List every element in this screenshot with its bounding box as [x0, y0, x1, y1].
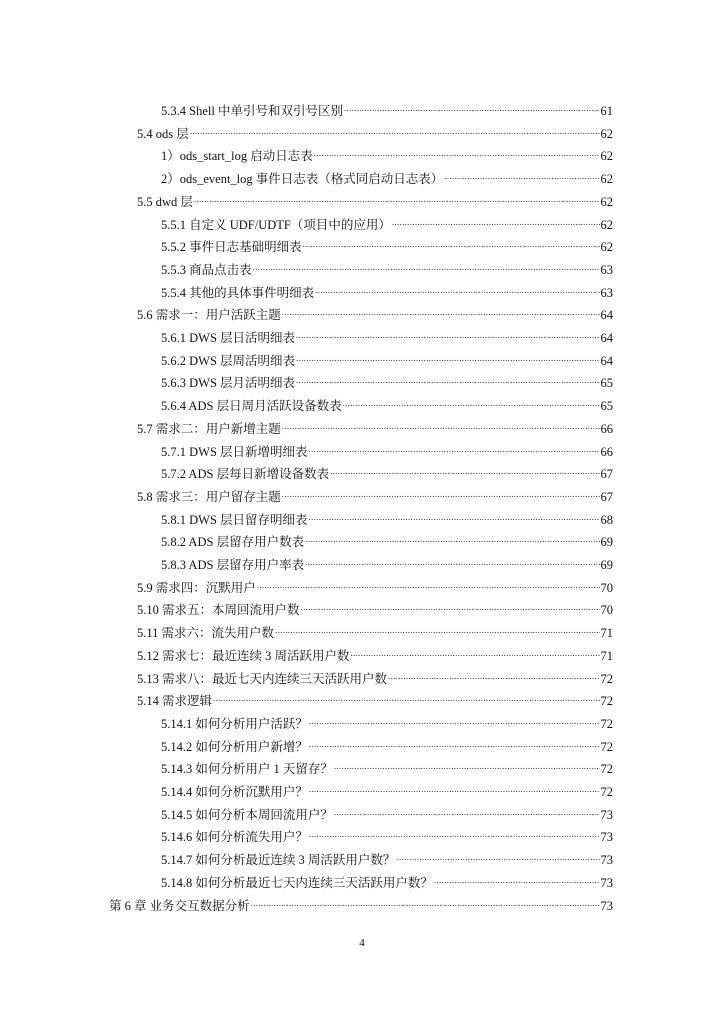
toc-entry-title: 5.14.3 如何分析用户 1 天留存？	[161, 762, 333, 777]
toc-entry[interactable]	[161, 95, 613, 118]
toc-entry[interactable]	[161, 799, 613, 822]
toc-entry-title: 5.14.4 如何分析沉默用户？	[161, 785, 308, 799]
toc-entry[interactable]	[161, 231, 613, 255]
toc-dot-leader	[309, 776, 600, 796]
toc-entry-page: 62	[600, 194, 613, 209]
toc-entry-title: 5.8.2 ADS 层留存用户数表	[161, 535, 305, 550]
toc-dot-leader	[309, 436, 600, 456]
toc-entry-page: 66	[600, 444, 613, 459]
toc-entry[interactable]	[161, 322, 613, 345]
toc-entry-title: 5.6.4 ADS 层日周月活跃设备数表	[161, 399, 342, 414]
toc-dot-leader	[392, 209, 600, 229]
toc-entry-title: 5.14.2 如何分析用户新增？	[161, 739, 308, 754]
toc-entry[interactable]	[161, 867, 613, 890]
toc-entry-page: 73	[600, 853, 613, 868]
toc-entry[interactable]	[137, 685, 613, 709]
toc-entry-title: 5.12 需求七：最近连续 3 周活跃用户数	[137, 648, 350, 663]
toc-dot-leader	[275, 617, 599, 637]
toc-entry[interactable]	[161, 458, 613, 482]
toc-entry[interactable]	[161, 390, 613, 414]
toc-entry-page: 65	[600, 399, 613, 414]
toc-entry-title: 5.4 ods 层	[137, 126, 189, 141]
toc-entry[interactable]	[161, 708, 613, 731]
toc-entry[interactable]	[161, 163, 613, 187]
toc-entry[interactable]	[161, 436, 613, 459]
toc-entry-title: 5.11 需求六：流失用户数	[137, 626, 275, 641]
toc-entry-title: 5.10 需求五：本周回流用户数	[137, 603, 300, 618]
toc-entry-title: 5.13 需求八：最近七天内连续三天活跃用户数	[137, 671, 388, 686]
toc-dot-leader	[351, 640, 600, 660]
toc-entry-title: 5.7 需求二：用户新增主题	[137, 421, 281, 436]
toc-dot-leader	[213, 685, 599, 705]
toc-entry-page: 62	[600, 217, 613, 232]
toc-dot-leader	[343, 390, 600, 410]
toc-dot-leader	[194, 186, 600, 206]
toc-entry[interactable]	[109, 890, 613, 913]
toc-entry-page: 71	[600, 648, 613, 663]
toc-dot-leader	[309, 504, 600, 524]
toc-entry[interactable]	[161, 504, 613, 527]
toc-entry-page: 63	[600, 262, 613, 277]
toc-entry-page: 69	[600, 558, 613, 572]
toc-entry[interactable]	[137, 186, 613, 209]
toc-entry[interactable]	[137, 481, 613, 504]
toc-dot-leader	[396, 844, 599, 864]
toc-dot-leader	[330, 458, 599, 478]
toc-entry-page: 66	[600, 421, 613, 436]
toc-entry-page: 61	[600, 104, 613, 118]
toc-entry[interactable]	[137, 413, 613, 436]
toc-dot-leader	[434, 867, 600, 887]
toc-entry-title: 2）ods_event_log 事件日志表（格式同启动日志表）	[161, 172, 444, 187]
page-number: 4	[359, 937, 365, 949]
toc-entry-title: 5.14.8 如何分析最近七天内连续三天活跃用户数？	[161, 875, 433, 890]
toc-entry-title: 5.7.2 ADS 层每日新增设备数表	[161, 467, 330, 482]
toc-entry-page: 72	[600, 671, 613, 686]
toc-dot-leader	[303, 231, 600, 251]
toc-entry[interactable]	[137, 572, 613, 595]
toc-entry-title: 5.9 需求四：沉默用户	[137, 580, 256, 595]
toc-entry-title: 第 6 章 业务交互数据分析	[109, 898, 250, 913]
toc-entry-page: 62	[600, 240, 613, 255]
toc-entry-title: 5.5.2 事件日志基础明细表	[161, 240, 302, 255]
toc-entry-title: 5.5.1 自定义 UDF/UDTF（项目中的应用）	[161, 217, 391, 232]
toc-entry-page: 72	[600, 716, 613, 731]
toc-dot-leader	[296, 322, 599, 342]
toc-entry-page: 73	[600, 830, 613, 845]
toc-entry[interactable]	[161, 753, 613, 777]
toc-entry[interactable]	[137, 299, 613, 323]
toc-entry-title: 5.6.1 DWS 层日活明细表	[161, 331, 296, 345]
toc-entry[interactable]	[161, 821, 613, 845]
toc-dot-leader	[388, 663, 599, 683]
toc-entry-title: 5.14.1 如何分析用户活跃？	[161, 716, 308, 731]
toc-dot-leader	[253, 254, 600, 274]
toc-dot-leader	[282, 299, 600, 319]
toc-dot-leader	[282, 481, 600, 501]
toc-entry-title: 5.8.3 ADS 层留存用户率表	[161, 558, 305, 572]
toc-dot-leader	[301, 594, 600, 614]
toc-entry-page: 68	[600, 512, 613, 527]
toc-entry[interactable]	[161, 345, 613, 368]
toc-entry-title: 5.6.3 DWS 层月活明细表	[161, 376, 296, 391]
toc-entry-title: 5.5.3 商品点击表	[161, 262, 252, 277]
toc-dot-leader	[309, 708, 600, 728]
toc-entry-page: 71	[600, 626, 613, 641]
toc-dot-leader	[257, 572, 600, 592]
toc-entry-page: 73	[600, 875, 613, 890]
toc-entry-page: 64	[600, 331, 613, 345]
toc-entry[interactable]	[137, 594, 613, 618]
toc-dot-leader	[296, 345, 599, 365]
toc-entry-title: 5.14.5 如何分析本周回流用户？	[161, 807, 333, 822]
toc-entry-page: 72	[600, 785, 613, 799]
toc-entry-title: 1）ods_start_log 启动日志表	[161, 149, 313, 164]
toc-dot-leader	[334, 799, 600, 819]
toc-dot-leader	[344, 95, 600, 115]
toc-dot-leader	[296, 367, 599, 387]
toc-dot-leader	[309, 731, 600, 751]
toc-entry[interactable]	[161, 776, 613, 799]
toc-entry[interactable]	[161, 526, 613, 550]
toc-entry-title: 5.14.7 如何分析最近连续 3 周活跃用户数？	[161, 853, 396, 868]
toc-entry-page: 70	[600, 580, 613, 595]
toc-entry-title: 5.5 dwd 层	[137, 194, 193, 209]
toc-entry-page: 63	[600, 285, 613, 300]
toc-entry[interactable]	[161, 844, 613, 868]
toc-entry-page: 62	[600, 149, 613, 164]
toc-entry-page: 64	[600, 353, 613, 368]
toc-dot-leader	[282, 413, 600, 433]
toc-entry[interactable]	[137, 640, 613, 663]
toc-entry-page: 62	[600, 126, 613, 141]
toc-entry-title: 5.14 需求逻辑	[137, 694, 213, 709]
toc-entry-page: 70	[600, 603, 613, 618]
toc-dot-leader	[309, 821, 600, 841]
toc-dot-leader	[251, 890, 600, 910]
toc-entry-page: 65	[600, 376, 613, 391]
toc-dot-leader	[314, 140, 600, 160]
toc-entry-title: 5.8 需求三：用户留存主题	[137, 489, 281, 504]
toc-entry[interactable]	[161, 549, 613, 572]
toc-entry-page: 69	[600, 535, 613, 550]
toc-entry-title: 5.6.2 DWS 层周活明细表	[161, 353, 296, 368]
toc-entry-page: 73	[600, 898, 613, 913]
toc-entry-title: 5.8.1 DWS 层日留存明细表	[161, 512, 308, 527]
toc-entry-title: 5.5.4 其他的具体事件明细表	[161, 285, 315, 300]
toc-entry[interactable]	[161, 254, 613, 277]
toc-entry-page: 67	[600, 467, 613, 482]
toc-dot-leader	[305, 549, 599, 569]
toc-entry-page: 62	[600, 172, 613, 187]
toc-dot-leader	[444, 163, 599, 183]
toc-entry-title: 5.14.6 如何分析流失用户？	[161, 830, 308, 845]
toc-entry-title: 5.3.4 Shell 中单引号和双引号区别	[161, 104, 343, 118]
toc-entry-page: 72	[600, 694, 613, 709]
toc-entry[interactable]	[137, 118, 613, 141]
toc-entry-page: 73	[600, 807, 613, 822]
toc-dot-leader	[315, 277, 599, 297]
toc-entry[interactable]	[137, 617, 613, 641]
toc-entry-page: 64	[600, 308, 613, 323]
toc-entry-page: 72	[600, 762, 613, 777]
toc-entry[interactable]	[137, 663, 613, 686]
toc-entry[interactable]	[161, 731, 613, 754]
toc-entry[interactable]	[161, 209, 613, 232]
toc-entry-title: 5.7.1 DWS 层日新增明细表	[161, 444, 308, 459]
toc-entry-title: 5.6 需求一：用户活跃主题	[137, 308, 281, 323]
toc-entry-page: 72	[600, 739, 613, 754]
toc-entry[interactable]	[161, 367, 613, 391]
toc-entry[interactable]	[161, 140, 613, 164]
toc-dot-leader	[334, 753, 600, 773]
toc-entry-page: 67	[600, 489, 613, 504]
toc-entry[interactable]	[161, 277, 613, 300]
toc-dot-leader	[190, 118, 600, 138]
toc-dot-leader	[305, 526, 599, 546]
